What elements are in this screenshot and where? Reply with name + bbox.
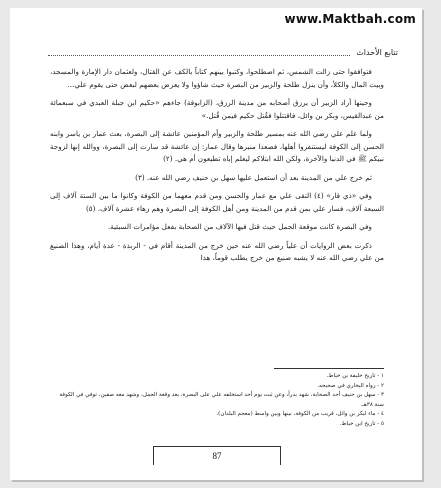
paragraph: وفي «ذي قار» (٤) التقى علي مع عمار والحسن ومن قدم معهما من الكوفة وكانوا ما بين الستة آلاف إلى السبعة آلاف، فسار علي بمن قدم من المدينة ومن أهل الكوفة إلى البصرة وهم زهاء عشرة آلاف. (٥): [50, 191, 384, 213]
footnotes: [50, 368, 384, 429]
footnote: ٤ - ماء لبكر بن وائل، قريب من الكوفة، بينها وبين واسط (معجم البلدان).: [216, 411, 384, 417]
paragraph: وفي البصرة كانت موقعة الجمل حيث قتل فيها الآلاف من الصحابة بفعل مؤامرات السبئية.: [107, 222, 372, 231]
paragraph: وحينها أراد الزبير أن يرزق أصحابه من مدينة الرزق، (الزابوقة) جاءهم «حكيم ابن جبلة العبدي في سبعمائة من عبدالقيس، وبكر بن وائل، فاقتتلوا فقُتل حكيم فيمن قُتل.»: [50, 98, 384, 120]
footnote: ١ - تاريخ خليفة بن خياط.: [326, 373, 384, 379]
document-page: [10, 8, 422, 480]
running-title: تتابع الأحداث: [356, 48, 398, 57]
footnote: ٥ - تاريخ ابن خياط.: [339, 420, 384, 427]
paragraph: ذكرت بعض الروايات أن علياً رضي الله عنه حين خرج من المدينة أقام في - الربذة - عدة أيام، وهذا الصنيع من علي رضي الله عنه لا يشبه صنيع من خرج يطلب قوماً، هذا: [50, 240, 384, 262]
site-url-watermark: www.Maktbah.com: [284, 12, 416, 26]
header-dotted-leader: [48, 49, 350, 56]
paragraph: ثم خرج علي من المدينة بعد أن استعمل عليها سهل بن حنيف رضي الله عنه. (٣): [135, 172, 372, 182]
footnote: ٣ - سهل بن حنيف أحد الصحابة، شهد بدراً، وعن ثبت يوم أحد استخلفه علي على البصرة، بعد وقعة الجمل، وشهد معه صفين، توفي في الكوفة سنة ٣٨هـ.: [59, 392, 384, 408]
body-text: [50, 66, 384, 271]
footnote: ٢ - رواه البخاري في صحيحه.: [317, 382, 384, 389]
paragraph: ولما علم علي رضي الله عنه بمسير طلحة والزبير وأم المؤمنين عائشة إلى البصرة، بعث عمار بن ياسر وابنه الحسن إلى الكوفة ليستنفروا أهلها، فصعدا منبرها وقال عمار: إن عائشة قد سارت إلى البصرة، ووالله إنها لزوجة نبيكم ﷺ في الدنيا والآخرة، ولكن الله ابتلاكم ليعلم إياه تطيعون أم هي. (٢): [50, 129, 384, 163]
paragraph: فتوافقوا حتى زالت الشمس، ثم اصطلحوا، وكتبوا بينهم كتاباً بالكف عن القتال، ولعثمان دار الإمارة والمسجد، وبيت المال والكلأ، وأن ينزل طلحة والزبير من البصرة حيث شاؤوا ولا يعرض بعضهم لبعض حتى يقوم علي...: [50, 67, 384, 89]
page-number-frame: [153, 446, 281, 465]
running-header: [48, 48, 398, 57]
page-number: 87: [212, 451, 222, 461]
footnote-rule: [274, 368, 384, 369]
